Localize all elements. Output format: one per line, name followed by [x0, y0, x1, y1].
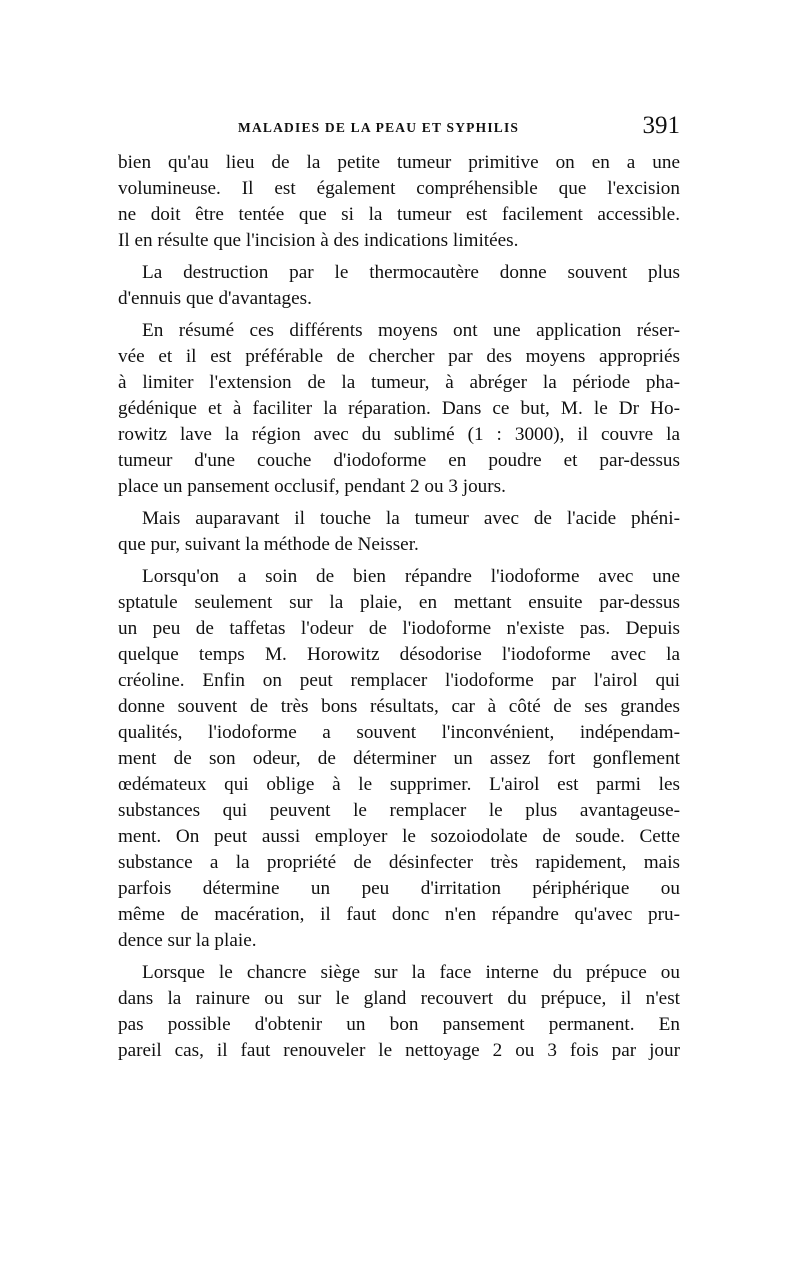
text-line: créoline. Enfin on peut remplacer l'iodoforme par l'airol qui	[118, 670, 680, 691]
text-line: dans la rainure ou sur le gland recouvert du prépuce, il n'est	[118, 988, 680, 1009]
text-line: tumeur d'une couche d'iodoforme en poudre et par-dessus	[118, 450, 680, 471]
body-text	[118, 150, 680, 1070]
text-line: œdémateux qui oblige à le supprimer. L'airol est parmi les	[118, 774, 680, 795]
text-line: donne souvent de très bons résultats, car à côté de ses grandes	[118, 696, 680, 717]
text-line: parfois détermine un peu d'irritation périphérique ou	[118, 878, 680, 899]
text-line: quelque temps M. Horowitz désodorise l'iodoforme avec la	[118, 644, 680, 665]
text-line: pas possible d'obtenir un bon pansement permanent. En	[118, 1014, 680, 1035]
text-line: En résumé ces différents moyens ont une application réser-	[142, 320, 680, 341]
text-line: Il en résulte que l'incision à des indications limitées.	[118, 230, 519, 251]
paragraph-3	[118, 318, 680, 500]
text-line: bien qu'au lieu de la petite tumeur primitive on en a une	[118, 152, 680, 173]
text-line: même de macération, il faut donc n'en répandre qu'avec pru-	[118, 904, 680, 925]
text-line: à limiter l'extension de la tumeur, à abréger la période pha-	[118, 372, 680, 393]
paragraph-6	[118, 960, 680, 1064]
text-line: substances qui peuvent le remplacer le plus avantageuse-	[118, 800, 680, 821]
text-line: pareil cas, il faut renouveler le nettoyage 2 ou 3 fois par jour	[118, 1040, 680, 1061]
page-number: 391	[642, 112, 680, 139]
paragraph-1	[118, 150, 680, 254]
text-line: rowitz lave la région avec du sublimé (1 : 3000), il couvre la	[118, 424, 680, 445]
text-line: gédénique et à faciliter la réparation. Dans ce but, M. le Dr Ho-	[118, 398, 680, 419]
text-line: ment. On peut aussi employer le sozoiodolate de soude. Cette	[118, 826, 680, 847]
text-line: ment de son odeur, de déterminer un assez fort gonflement	[118, 748, 680, 769]
paragraph-5	[118, 564, 680, 954]
paragraph-4	[118, 506, 680, 558]
text-line: qualités, l'iodoforme a souvent l'inconvénient, indépendam-	[118, 722, 680, 743]
text-line: un peu de taffetas l'odeur de l'iodoforme n'existe pas. Depuis	[118, 618, 680, 639]
text-line: La destruction par le thermocautère donne souvent plus	[142, 262, 680, 283]
running-title: MALADIES DE LA PEAU ET SYPHILIS	[238, 120, 520, 135]
text-line: sptatule seulement sur la plaie, en mettant ensuite par-dessus	[118, 592, 680, 613]
paragraph-2	[118, 260, 680, 312]
text-line: Lorsqu'on a soin de bien répandre l'iodoforme avec une	[142, 566, 680, 587]
text-line: volumineuse. Il est également compréhensible que l'excision	[118, 178, 680, 199]
text-line: vée et il est préférable de chercher par des moyens appropriés	[118, 346, 680, 367]
text-line: dence sur la plaie.	[118, 930, 257, 951]
text-line: substance a la propriété de désinfecter très rapidement, mais	[118, 852, 680, 873]
running-header	[118, 112, 680, 142]
text-line: Lorsque le chancre siège sur la face interne du prépuce ou	[142, 962, 680, 983]
text-line: que pur, suivant la méthode de Neisser.	[118, 534, 419, 555]
text-line: Mais auparavant il touche la tumeur avec de l'acide phéni-	[142, 508, 680, 529]
text-line: place un pansement occlusif, pendant 2 ou 3 jours.	[118, 476, 506, 497]
text-line: ne doit être tentée que si la tumeur est facilement accessible.	[118, 204, 680, 225]
text-line: d'ennuis que d'avantages.	[118, 288, 312, 309]
